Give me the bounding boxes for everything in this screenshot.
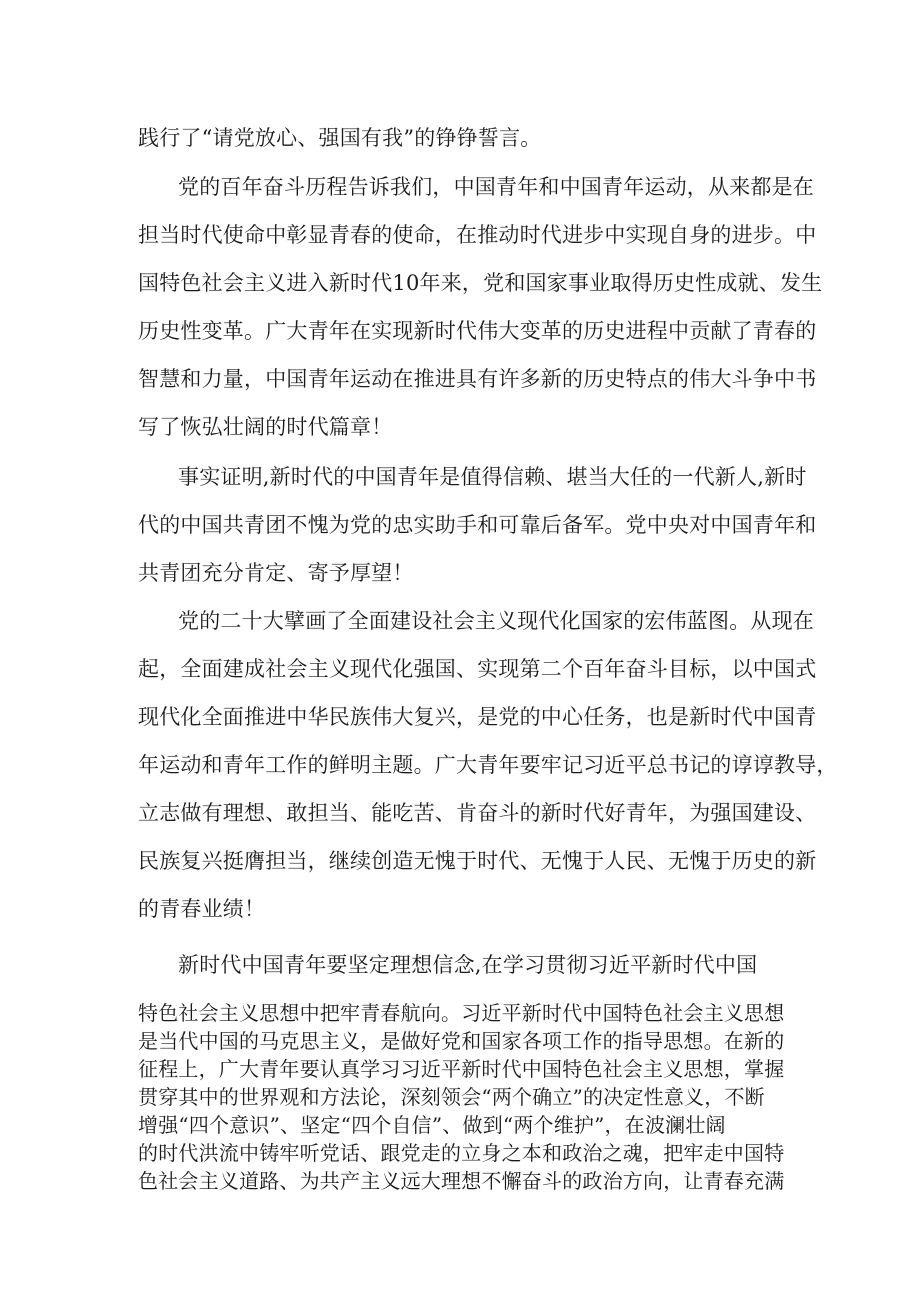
paragraph-line: 征程上，广大青年要认真学习习近平新时代中国特色社会主义思想，掌握 [138,1057,785,1081]
paragraph-line: 的青春业绩！ [138,897,266,921]
paragraph-line: 历史性变革。广大青年在实现新时代伟大变革的历史进程中贡献了青春的 [138,319,817,343]
paragraph-line: 特色社会主义思想中把牢青春航向。习近平新时代中国特色社会主义思想 [138,1001,785,1025]
paragraph-line: 是当代中国的马克思主义，是做好党和国家各项工作的指导思想。在新的 [138,1029,785,1053]
paragraph-line: 事实证明,新时代的中国青年是值得信赖、堪当大任的一代新人,新时 [178,465,807,489]
paragraph-line: 现代化全面推进中华民族伟大复兴，是党的中心任务，也是新时代中国青 [138,705,817,729]
paragraph-line: 色社会主义道路、为共产主义远大理想不懈奋斗的政治方向，让青春充满 [138,1169,785,1193]
paragraph-line: 新时代中国青年要坚定理想信念,在学习贯彻习近平新时代中国 [178,953,758,977]
paragraph-line: 党的百年奋斗历程告诉我们，中国青年和中国青年运动，从来都是在 [178,175,814,199]
paragraph-line: 起，全面建成社会主义现代化强国、实现第二个百年奋斗目标，以中国式 [138,657,817,681]
paragraph-line: 贯穿其中的世界观和方法论，深刻领会“两个确立”的决定性意义，不断 [138,1085,765,1109]
paragraph-line: 代的中国共青团不愧为党的忠实助手和可靠后备军。党中央对中国青年和 [138,513,817,537]
paragraph-line: 党的二十大擘画了全面建设社会主义现代化国家的宏伟蓝图。从现在 [178,609,814,633]
paragraph-line: 增强“四个意识”、坚定“四个自信”、做到“两个维护”，在波澜壮阔 [138,1113,726,1137]
paragraph-line: 智慧和力量，中国青年运动在推进具有许多新的历史特点的伟大斗争中书 [138,367,817,391]
paragraph-line: 立志做有理想、敢担当、能吃苦、肯奋斗的新时代好青年，为强国建设、 [138,801,817,825]
paragraph-line: 的时代洪流中铸牢听党话、跟党走的立身之本和政治之魂，把牢走中国特 [138,1141,785,1165]
paragraph-line: 共青团充分肯定、寄予厚望！ [138,561,414,585]
paragraph-line: 写了恢弘壮阔的时代篇章！ [138,415,393,439]
paragraph-line: 民族复兴挺膺担当，继续创造无愧于时代、无愧于人民、无愧于历史的新 [138,849,817,873]
paragraph-line: 践行了“请党放心、强国有我”的铮铮誓言。 [138,126,542,150]
paragraph-line: 担当时代使命中彰显青春的使命，在推动时代进步中实现自身的进步。中 [138,223,817,247]
paragraph-line: 国特色社会主义进入新时代10年来，党和国家事业取得历史性成就、发生 [138,271,823,295]
paragraph-line: 年运动和青年工作的鲜明主题。广大青年要牢记习近平总书记的谆谆教导， [138,753,838,777]
